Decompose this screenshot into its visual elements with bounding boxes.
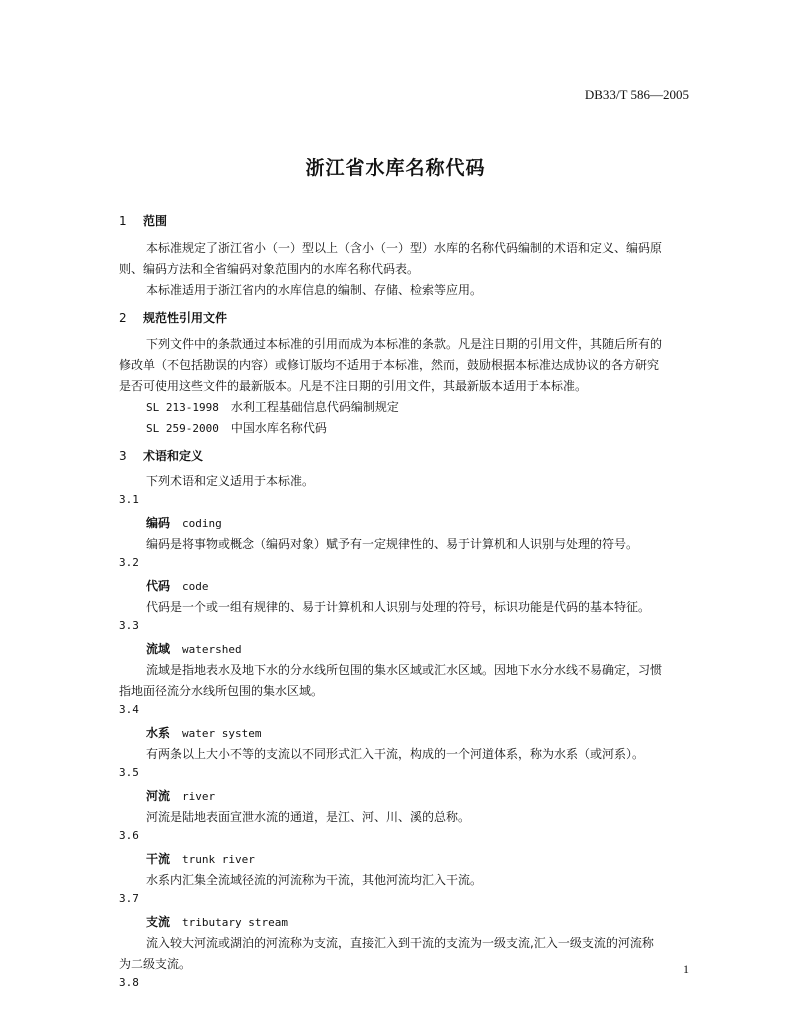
clause-number: 3.3 bbox=[119, 619, 139, 632]
section-2-heading bbox=[119, 309, 227, 326]
term-english: tributary stream bbox=[182, 916, 288, 929]
reference-item bbox=[146, 398, 399, 415]
paragraph-line: 下列文件中的条款通过本标准的引用而成为本标准的条款。凡是注日期的引用文件，其随后所有的 bbox=[146, 337, 663, 351]
section-title: 术语和定义 bbox=[143, 449, 204, 463]
clause-number: 3.7 bbox=[119, 892, 139, 905]
term-chinese: 水系 bbox=[146, 726, 171, 740]
document-title: 浙江省水库名称代码 bbox=[305, 157, 486, 179]
document-code: DB33/T 586—2005 bbox=[584, 87, 689, 102]
term-heading bbox=[146, 787, 215, 804]
section-1-heading bbox=[119, 212, 167, 229]
clause-number: 3.8 bbox=[119, 976, 139, 989]
reference-item bbox=[146, 419, 327, 436]
reference-code: SL 213-1998 bbox=[146, 401, 219, 414]
term-chinese: 代码 bbox=[146, 579, 171, 593]
term-heading bbox=[146, 850, 255, 867]
paragraph-line: 则、编码方法和全省编码对象范围内的水库名称代码表。 bbox=[119, 262, 420, 276]
term-english: coding bbox=[182, 517, 222, 530]
term-chinese: 河流 bbox=[146, 789, 171, 803]
clause-number: 3.6 bbox=[119, 829, 139, 842]
clause-number: 3.2 bbox=[119, 556, 139, 569]
term-definition: 指地面径流分水线所包围的集水区域。 bbox=[119, 684, 324, 698]
section-title: 范围 bbox=[143, 214, 168, 228]
term-definition: 流入较大河流或湖泊的河流称为支流，直接汇入到干流的支流为一级支流,汇入一级支流的河流称 bbox=[146, 936, 654, 950]
term-chinese: 干流 bbox=[146, 852, 171, 866]
section-number: 2 bbox=[119, 311, 127, 325]
term-heading bbox=[146, 514, 222, 531]
paragraph-line: 是否可使用这些文件的最新版本。凡是不注日期的引用文件，其最新版本适用于本标准。 bbox=[119, 379, 588, 393]
section-3-heading bbox=[119, 447, 203, 464]
term-heading bbox=[146, 577, 209, 594]
term-chinese: 流域 bbox=[146, 642, 171, 656]
reference-title: 水利工程基础信息代码编制规定 bbox=[230, 400, 399, 414]
term-heading bbox=[146, 640, 242, 657]
term-definition: 代码是一个或一组有规律的、易于计算机和人识别与处理的符号，标识功能是代码的基本特征。 bbox=[146, 600, 651, 614]
clause-number: 3.5 bbox=[119, 766, 139, 779]
term-chinese: 支流 bbox=[146, 915, 171, 929]
term-definition: 有两条以上大小不等的支流以不同形式汇入干流，构成的一个河道体系，称为水系（或河系）。 bbox=[146, 747, 645, 761]
term-definition: 为二级支流。 bbox=[119, 957, 192, 971]
term-english: water system bbox=[182, 727, 262, 740]
page-number: 1 bbox=[683, 962, 689, 976]
clause-number: 3.4 bbox=[119, 703, 139, 716]
term-heading bbox=[146, 724, 262, 741]
term-definition: 水系内汇集全流域径流的河流称为干流，其他河流均汇入干流。 bbox=[146, 873, 483, 887]
term-definition: 编码是将事物或概念（编码对象）赋予有一定规律性的、易于计算机和人识别与处理的符号。 bbox=[146, 537, 639, 551]
section-number: 1 bbox=[119, 214, 127, 228]
term-chinese: 编码 bbox=[146, 516, 171, 530]
section-title: 规范性引用文件 bbox=[143, 311, 228, 325]
clause-number: 3.1 bbox=[119, 493, 139, 506]
section-number: 3 bbox=[119, 449, 127, 463]
reference-title: 中国水库名称代码 bbox=[230, 421, 327, 435]
term-heading bbox=[146, 913, 288, 930]
term-definition: 河流是陆地表面宣泄水流的通道，是江、河、川、溪的总称。 bbox=[146, 810, 471, 824]
paragraph-line: 本标准适用于浙江省内的水库信息的编制、存储、检索等应用。 bbox=[146, 283, 483, 297]
paragraph-line: 修改单（不包括勘误的内容）或修订版均不适用于本标准，然而，鼓励根据本标准达成协议的各方研究 bbox=[119, 358, 660, 372]
term-english: code bbox=[182, 580, 209, 593]
term-english: river bbox=[182, 790, 216, 803]
paragraph-line: 下列术语和定义适用于本标准。 bbox=[146, 474, 315, 488]
term-definition: 流域是指地表水及地下水的分水线所包围的集水区域或汇水区域。因地下水分水线不易确定，习惯 bbox=[146, 663, 663, 677]
paragraph-line: 本标准规定了浙江省小（一）型以上（含小（一）型）水库的名称代码编制的术语和定义、编码原 bbox=[146, 241, 663, 255]
term-english: trunk river bbox=[182, 853, 255, 866]
term-english: watershed bbox=[182, 643, 242, 656]
reference-code: SL 259-2000 bbox=[146, 422, 219, 435]
